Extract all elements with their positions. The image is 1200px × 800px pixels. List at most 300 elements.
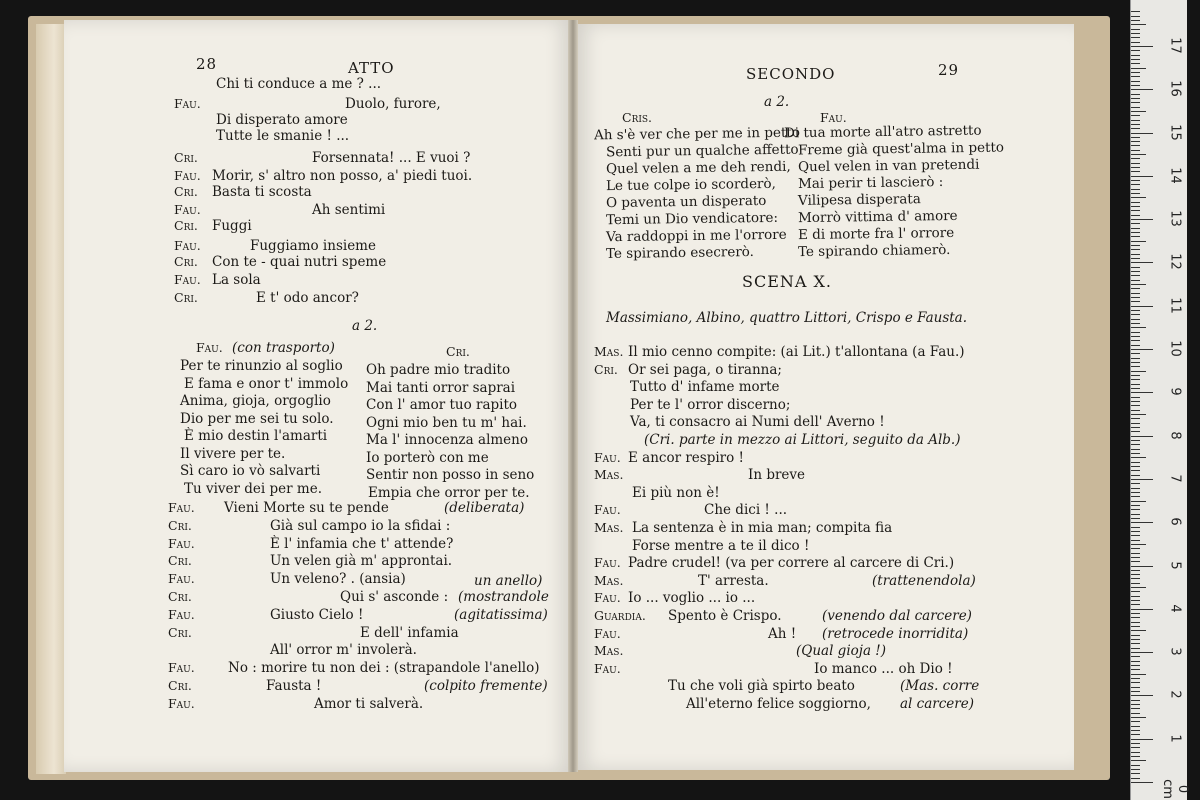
ruler-tick bbox=[1131, 245, 1140, 246]
ruler-tick bbox=[1131, 548, 1140, 549]
speaker-label: Mas. bbox=[594, 572, 624, 588]
ruler-tick bbox=[1131, 306, 1153, 307]
speaker-label: Fau. bbox=[594, 660, 621, 676]
ruler-tick bbox=[1131, 288, 1140, 289]
ruler-tick bbox=[1131, 210, 1140, 211]
ruler-tick bbox=[1131, 158, 1140, 159]
ruler-tick bbox=[1131, 622, 1140, 623]
ruler-tick bbox=[1131, 509, 1140, 510]
ruler-tick bbox=[1131, 193, 1140, 194]
right-page-number: 29 bbox=[938, 61, 960, 79]
ruler-tick bbox=[1131, 609, 1153, 610]
dialogue-line: Qui s' asconde : bbox=[340, 589, 449, 605]
ruler-tick bbox=[1131, 327, 1146, 328]
ruler-tick bbox=[1131, 700, 1140, 701]
ruler-tick bbox=[1131, 561, 1140, 562]
ruler-tick bbox=[1131, 163, 1140, 164]
dialogue-line: Tu che voli già spirto beato bbox=[668, 678, 855, 695]
speaker-label: Fau. bbox=[174, 202, 201, 217]
ruler-label: 12 bbox=[1167, 253, 1183, 271]
ruler-tick bbox=[1131, 444, 1140, 445]
duet-line: Va raddoppi in me l'orrore bbox=[605, 226, 787, 246]
ruler-label: 3 bbox=[1167, 647, 1183, 656]
ruler-tick bbox=[1131, 501, 1146, 502]
ruler-tick bbox=[1131, 284, 1146, 285]
dialogue-line: Di disperato amore bbox=[216, 112, 348, 128]
duet-line: Con l' amor tuo rapito bbox=[366, 397, 518, 413]
ruler-tick bbox=[1131, 37, 1140, 38]
scene-title: SCENA X. bbox=[742, 272, 832, 291]
page-edges bbox=[36, 24, 66, 774]
ruler-tick bbox=[1131, 695, 1153, 696]
duet-line: È mio destin l'amarti bbox=[184, 428, 328, 444]
dialogue-line: Tutte le smanie ! ... bbox=[216, 128, 350, 144]
ruler-tick bbox=[1131, 94, 1140, 95]
duet-line: Ogni mio ben tu m' hai. bbox=[366, 414, 527, 431]
speaker-label: Cri. bbox=[168, 624, 192, 640]
ruler-tick bbox=[1131, 483, 1140, 484]
dialogue-line: Un velen già m' approntai. bbox=[270, 553, 453, 570]
cast-list: Massimiano, Albino, quattro Littori, Crispo e Fausta. bbox=[606, 310, 968, 326]
ruler-tick bbox=[1131, 782, 1153, 783]
dialogue-line: La sola bbox=[212, 272, 261, 288]
ruler-tick bbox=[1131, 197, 1146, 198]
dialogue-line: All' orror m' involerà. bbox=[270, 642, 417, 659]
ruler-tick bbox=[1131, 470, 1140, 471]
ruler-tick bbox=[1131, 275, 1140, 276]
dialogue-line: Tutto d' infame morte bbox=[630, 379, 780, 396]
ruler-tick bbox=[1131, 717, 1146, 718]
ruler-tick bbox=[1131, 336, 1140, 337]
duet-line: Te spirando esecrerò. bbox=[605, 243, 755, 263]
ruler-tick bbox=[1131, 682, 1140, 683]
ruler-tick bbox=[1131, 535, 1140, 536]
stage-direction: (deliberata) bbox=[444, 500, 525, 516]
ruler-tick bbox=[1131, 120, 1140, 121]
ruler-tick bbox=[1131, 349, 1153, 350]
ruler-tick bbox=[1131, 756, 1140, 757]
speaker-label: Fau. bbox=[168, 606, 195, 622]
duet-line: Mai tanti orror saprai bbox=[366, 379, 516, 396]
ruler-tick bbox=[1131, 596, 1140, 597]
ruler-tick bbox=[1131, 613, 1140, 614]
speaker-label: Fau. bbox=[174, 96, 201, 111]
ruler-tick bbox=[1131, 678, 1140, 679]
ruler-tick bbox=[1131, 457, 1146, 458]
duet-line: E fama e onor t' immolo bbox=[184, 375, 349, 392]
ruler-tick bbox=[1131, 219, 1153, 220]
stage-direction: (trattenendola) bbox=[872, 572, 976, 589]
ruler-label: 11 bbox=[1167, 296, 1183, 314]
ruler-tick bbox=[1131, 401, 1140, 402]
ruler-tick bbox=[1131, 154, 1146, 155]
duet-line: Vilipesa disperata bbox=[797, 191, 921, 209]
ruler-tick bbox=[1131, 591, 1140, 592]
dialogue-line: Per te l' orror discerno; bbox=[630, 396, 791, 413]
ruler-tick bbox=[1131, 133, 1153, 134]
ruler-tick bbox=[1131, 353, 1140, 354]
dialogue-line: E dell' infamia bbox=[360, 624, 459, 641]
stage-direction: (retrocede inorridita) bbox=[822, 625, 969, 642]
ruler-tick bbox=[1131, 648, 1140, 649]
ruler-tick bbox=[1131, 778, 1140, 779]
speaker-label: Cri. bbox=[174, 218, 198, 233]
dialogue-line: Ah ! bbox=[768, 625, 797, 642]
ruler-tick bbox=[1131, 514, 1140, 515]
ruler-tick bbox=[1131, 379, 1140, 380]
ruler-tick bbox=[1131, 427, 1140, 428]
ruler-tick bbox=[1131, 33, 1140, 34]
stage-direction: (venendo dal carcere) bbox=[822, 608, 972, 624]
duet-line: Anima, gioja, orgoglio bbox=[180, 393, 331, 409]
ruler-tick bbox=[1131, 137, 1140, 138]
duet-line: Io porterò con me bbox=[366, 449, 489, 466]
speaker-label: Fau. bbox=[174, 168, 201, 183]
duet-speaker: Cri. bbox=[446, 344, 470, 359]
ruler-tick bbox=[1131, 89, 1153, 90]
speaker-label: Guardia. bbox=[594, 608, 646, 623]
dialogue-line: In breve bbox=[748, 467, 806, 484]
ruler-tick bbox=[1131, 527, 1140, 528]
dialogue-line: Chi ti conduce a me ? ... bbox=[216, 76, 382, 92]
speaker-label: Cri. bbox=[168, 553, 192, 569]
ruler-tick bbox=[1131, 63, 1140, 64]
duet-speaker: Fau. bbox=[820, 110, 847, 125]
ruler-tick bbox=[1131, 392, 1153, 393]
ruler-tick bbox=[1131, 68, 1146, 69]
ruler-tick bbox=[1131, 587, 1146, 588]
duet-line: Quel velen in van pretendi bbox=[797, 156, 980, 176]
ruler-tick bbox=[1131, 479, 1153, 480]
ruler-tick bbox=[1131, 176, 1153, 177]
ruler-tick bbox=[1131, 440, 1140, 441]
ruler-tick bbox=[1131, 59, 1140, 60]
speaker-label: Cri. bbox=[174, 184, 198, 199]
ruler-tick bbox=[1131, 553, 1140, 554]
ruler-tick bbox=[1131, 436, 1153, 437]
dialogue-line: (Qual gioja !) bbox=[796, 643, 886, 660]
speaker-label: Fau. bbox=[594, 625, 621, 641]
duet-speaker: Fau. bbox=[196, 340, 223, 355]
ruler-tick bbox=[1131, 410, 1140, 411]
ruler-tick bbox=[1131, 639, 1140, 640]
ruler-tick bbox=[1131, 98, 1140, 99]
ruler-tick bbox=[1131, 206, 1140, 207]
left-running-head: ATTO bbox=[348, 59, 395, 77]
ruler-tick bbox=[1131, 55, 1140, 56]
speaker-label: Cri. bbox=[174, 150, 198, 165]
dialogue-line: Fausta ! bbox=[266, 678, 322, 694]
ruler-label: 6 bbox=[1167, 517, 1183, 526]
ruler-tick bbox=[1131, 522, 1153, 523]
dialogue-line: Basta ti scosta bbox=[212, 184, 312, 200]
ruler-tick bbox=[1131, 358, 1140, 359]
ruler-tick bbox=[1131, 42, 1140, 43]
speaker-label: Fau. bbox=[168, 695, 195, 711]
ruler-tick bbox=[1131, 271, 1140, 272]
ruler-tick bbox=[1131, 739, 1153, 740]
dialogue-line: Forse mentre a te il dico ! bbox=[632, 537, 810, 554]
ruler-tick bbox=[1131, 115, 1140, 116]
speaker-label: Fau. bbox=[174, 272, 201, 287]
ruler-tick bbox=[1131, 674, 1146, 675]
dialogue-line: Io manco ... oh Dio ! bbox=[814, 660, 953, 677]
dialogue-line: T' arresta. bbox=[698, 572, 769, 589]
ruler-tick bbox=[1131, 405, 1140, 406]
ruler-label: 1 bbox=[1167, 734, 1183, 743]
ruler-tick bbox=[1131, 656, 1140, 657]
ruler-tick bbox=[1131, 388, 1140, 389]
ruler-tick bbox=[1131, 626, 1140, 627]
ruler-tick bbox=[1131, 704, 1140, 705]
speaker-label: Fau. bbox=[594, 590, 621, 606]
ruler-tick bbox=[1131, 600, 1140, 601]
dialogue-line: È l' infamia che t' attende? bbox=[270, 535, 454, 552]
dialogue-line: Il mio cenno compite: (ai Lit.) t'allontana (a Fau.) bbox=[628, 344, 965, 360]
ruler-tick bbox=[1131, 102, 1140, 103]
speaker-label: Cri. bbox=[174, 254, 198, 269]
dialogue-line: Fuggi bbox=[212, 218, 252, 234]
ruler-tick bbox=[1131, 180, 1140, 181]
ruler-tick bbox=[1131, 46, 1153, 47]
ruler-tick bbox=[1131, 635, 1140, 636]
speaker-label: Cri. bbox=[168, 589, 192, 604]
ruler-tick bbox=[1131, 241, 1146, 242]
dialogue-line: Duolo, furore, bbox=[345, 96, 441, 112]
duet-line: Freme già quest'alma in petto bbox=[797, 139, 1005, 159]
duet-line: Mai perir ti lascierò : bbox=[797, 173, 944, 193]
duet-heading: a 2. bbox=[764, 94, 790, 110]
ruler-label: 16 bbox=[1167, 80, 1183, 97]
ruler-tick bbox=[1131, 583, 1140, 584]
ruler-tick bbox=[1131, 184, 1140, 185]
ruler-tick bbox=[1131, 29, 1140, 30]
ruler-tick bbox=[1131, 232, 1140, 233]
dialogue-line: E t' odo ancor? bbox=[256, 290, 359, 306]
ruler-tick bbox=[1131, 24, 1146, 25]
ruler-tick bbox=[1131, 323, 1140, 324]
ruler-tick bbox=[1131, 765, 1140, 766]
stage-direction: (con trasporto) bbox=[232, 340, 335, 356]
ruler-tick bbox=[1131, 747, 1140, 748]
ruler-tick bbox=[1131, 310, 1140, 311]
duet-line: Per te rinunzio al soglio bbox=[180, 358, 343, 374]
ruler-tick bbox=[1131, 20, 1140, 21]
ruler-tick bbox=[1131, 171, 1140, 172]
ruler-tick bbox=[1131, 466, 1140, 467]
left-page-number: 28 bbox=[196, 55, 218, 73]
stage-direction: (Mas. corre bbox=[900, 678, 980, 695]
speaker-label: Fau. bbox=[168, 660, 195, 676]
dialogue-line: Già sul campo io la sfidai : bbox=[270, 517, 451, 534]
right-running-head: SECONDO bbox=[746, 65, 836, 83]
dialogue-line: Un veleno? . (ansia) bbox=[270, 571, 406, 588]
ruler-tick bbox=[1131, 661, 1140, 662]
ruler-tick bbox=[1131, 630, 1146, 631]
ruler-label: 10 bbox=[1167, 340, 1183, 357]
ruler-tick bbox=[1131, 85, 1140, 86]
speaker-label: Fau. bbox=[594, 555, 621, 571]
ruler-tick bbox=[1131, 267, 1140, 268]
ruler-tick bbox=[1131, 414, 1146, 415]
ruler-tick bbox=[1131, 760, 1146, 761]
speaker-label: Mas. bbox=[594, 520, 624, 535]
ruler-tick bbox=[1131, 726, 1140, 727]
duet-line: Le tue colpe io scorderò, bbox=[605, 175, 776, 195]
ruler-tick bbox=[1131, 462, 1140, 463]
ruler-label: 0 cm bbox=[1160, 779, 1190, 799]
duet-line: Empia che orror per te. bbox=[368, 484, 530, 501]
ruler-tick bbox=[1131, 418, 1140, 419]
ruler-tick bbox=[1131, 721, 1140, 722]
ruler-tick bbox=[1131, 384, 1140, 385]
speaker-label: Mas. bbox=[594, 643, 624, 659]
ruler-tick bbox=[1131, 362, 1140, 363]
ruler-tick bbox=[1131, 544, 1146, 545]
dialogue-line: Fuggiamo insieme bbox=[250, 238, 376, 254]
ruler-label: 7 bbox=[1167, 474, 1183, 483]
ruler-tick bbox=[1131, 167, 1140, 168]
stage-direction: (agitatissima) bbox=[454, 606, 548, 623]
book-gutter bbox=[568, 20, 578, 772]
speaker-label: Fau. bbox=[168, 500, 195, 515]
dialogue-line: Giusto Cielo ! bbox=[270, 606, 364, 623]
ruler-label: 15 bbox=[1167, 123, 1183, 141]
duet-heading: a 2. bbox=[352, 318, 378, 334]
ruler-tick bbox=[1131, 669, 1140, 670]
ruler-tick bbox=[1131, 16, 1140, 17]
ruler-tick bbox=[1131, 76, 1140, 77]
ruler-tick bbox=[1131, 50, 1140, 51]
ruler-tick bbox=[1131, 319, 1140, 320]
ruler-tick bbox=[1131, 345, 1140, 346]
dialogue-line: Amor ti salverà. bbox=[314, 695, 424, 712]
duet-line: E di morte fra l' orrore bbox=[797, 224, 955, 244]
duet-line: Il vivere per te. bbox=[180, 445, 286, 462]
ruler-tick bbox=[1131, 223, 1140, 224]
ruler-label: 4 bbox=[1167, 604, 1183, 613]
ruler-tick bbox=[1131, 453, 1140, 454]
speaker-label: Cri. bbox=[168, 678, 192, 693]
ruler-tick bbox=[1131, 301, 1140, 302]
speaker-label: Cri. bbox=[174, 290, 198, 305]
stage-direction: un anello) bbox=[474, 573, 543, 590]
duet-line: Morrò vittima d' amore bbox=[797, 207, 958, 227]
ruler-tick bbox=[1131, 665, 1140, 666]
ruler-tick bbox=[1131, 81, 1140, 82]
ruler-tick bbox=[1131, 293, 1140, 294]
duet-speaker: Cris. bbox=[622, 110, 653, 125]
ruler-tick bbox=[1131, 570, 1140, 571]
ruler-tick bbox=[1131, 128, 1140, 129]
ruler-tick bbox=[1131, 730, 1140, 731]
ruler-tick bbox=[1131, 11, 1140, 12]
ruler-tick bbox=[1131, 124, 1140, 125]
ruler-tick bbox=[1131, 652, 1153, 653]
dialogue-line: E ancor respiro ! bbox=[628, 449, 744, 466]
ruler-tick bbox=[1131, 488, 1140, 489]
ruler-tick bbox=[1131, 371, 1146, 372]
ruler-tick bbox=[1131, 254, 1140, 255]
duet-line: Sentir non posso in seno bbox=[366, 467, 535, 483]
duet-line: Senti pur un qualche affetto bbox=[605, 141, 799, 161]
ruler-tick bbox=[1131, 332, 1140, 333]
ruler-tick bbox=[1131, 107, 1140, 108]
ruler-tick bbox=[1131, 280, 1140, 281]
speaker-label: Cri. bbox=[594, 361, 618, 377]
dialogue-line: Vieni Morte su te pende bbox=[224, 500, 389, 516]
ruler-label: 17 bbox=[1167, 37, 1183, 54]
duet-line: Quel velen a me deh rendi, bbox=[605, 158, 791, 178]
speaker-label: Fau. bbox=[168, 535, 195, 551]
ruler-tick bbox=[1131, 643, 1140, 644]
speaker-label: Fau. bbox=[594, 502, 621, 518]
measuring-ruler bbox=[1130, 0, 1190, 800]
ruler-tick bbox=[1131, 708, 1140, 709]
ruler-tick bbox=[1131, 72, 1140, 73]
ruler-tick bbox=[1131, 496, 1140, 497]
ruler-tick bbox=[1131, 691, 1140, 692]
stage-direction: (colpito fremente) bbox=[424, 678, 548, 694]
ruler-tick bbox=[1131, 236, 1140, 237]
dialogue-line: Or sei paga, o tiranna; bbox=[628, 361, 782, 378]
dialogue-line: Ah sentimi bbox=[312, 202, 386, 218]
ruler-tick bbox=[1131, 734, 1140, 735]
duet-line: Oh padre mio tradito bbox=[366, 362, 511, 378]
ruler-tick bbox=[1131, 111, 1146, 112]
duet-line: Temi un Dio vendicatore: bbox=[605, 209, 779, 229]
duet-line: Tu viver dei per me. bbox=[184, 480, 322, 497]
ruler-tick bbox=[1131, 262, 1153, 263]
dialogue-line: Padre crudel! (va per correre al carcere di Cri.) bbox=[628, 555, 955, 572]
ruler-label: 9 bbox=[1167, 387, 1183, 396]
ruler-tick bbox=[1131, 145, 1140, 146]
dialogue-line: No : morire tu non dei : (strapandole l'anello) bbox=[228, 660, 540, 677]
ruler-tick bbox=[1131, 769, 1140, 770]
speaker-label: Mas. bbox=[594, 344, 624, 359]
duet-line: Sì caro io vò salvarti bbox=[180, 463, 321, 479]
ruler-tick bbox=[1131, 228, 1140, 229]
dialogue-line: La sentenza è in mia man; compita fia bbox=[632, 520, 893, 536]
dialogue-line: (Cri. parte in mezzo ai Littori, seguito da Alb.) bbox=[644, 432, 961, 448]
duet-line: O paventa un disperato bbox=[605, 192, 767, 212]
duet-line: Dio per me sei tu solo. bbox=[180, 410, 334, 427]
ruler-tick bbox=[1131, 449, 1140, 450]
ruler-tick bbox=[1131, 423, 1140, 424]
ruler-tick bbox=[1131, 604, 1140, 605]
duet-line: Te spirando chiamerò. bbox=[797, 241, 951, 261]
duet-line: Ah s'è ver che per me in petto bbox=[593, 124, 801, 144]
ruler-tick bbox=[1131, 505, 1140, 506]
dialogue-line: Morir, s' altro non posso, a' piedi tuoi. bbox=[212, 168, 473, 184]
ruler-tick bbox=[1131, 773, 1140, 774]
duet-line: Di tua morte all'atro astretto bbox=[783, 122, 982, 142]
ruler-label: 13 bbox=[1167, 210, 1183, 227]
ruler-tick bbox=[1131, 475, 1140, 476]
ruler-tick bbox=[1131, 297, 1140, 298]
speaker-label: Fau. bbox=[168, 571, 195, 587]
ruler-tick bbox=[1131, 557, 1140, 558]
ruler-tick bbox=[1131, 540, 1140, 541]
ruler-tick bbox=[1131, 617, 1140, 618]
duet-line: Ma l' innocenza almeno bbox=[366, 432, 528, 448]
dialogue-line: Forsennata! ... E vuoi ? bbox=[312, 150, 471, 166]
ruler-label: 8 bbox=[1167, 430, 1183, 440]
ruler-label: 2 bbox=[1167, 690, 1183, 700]
ruler-tick bbox=[1131, 752, 1140, 753]
ruler-tick bbox=[1131, 518, 1140, 519]
stage-direction: al carcere) bbox=[900, 696, 974, 712]
